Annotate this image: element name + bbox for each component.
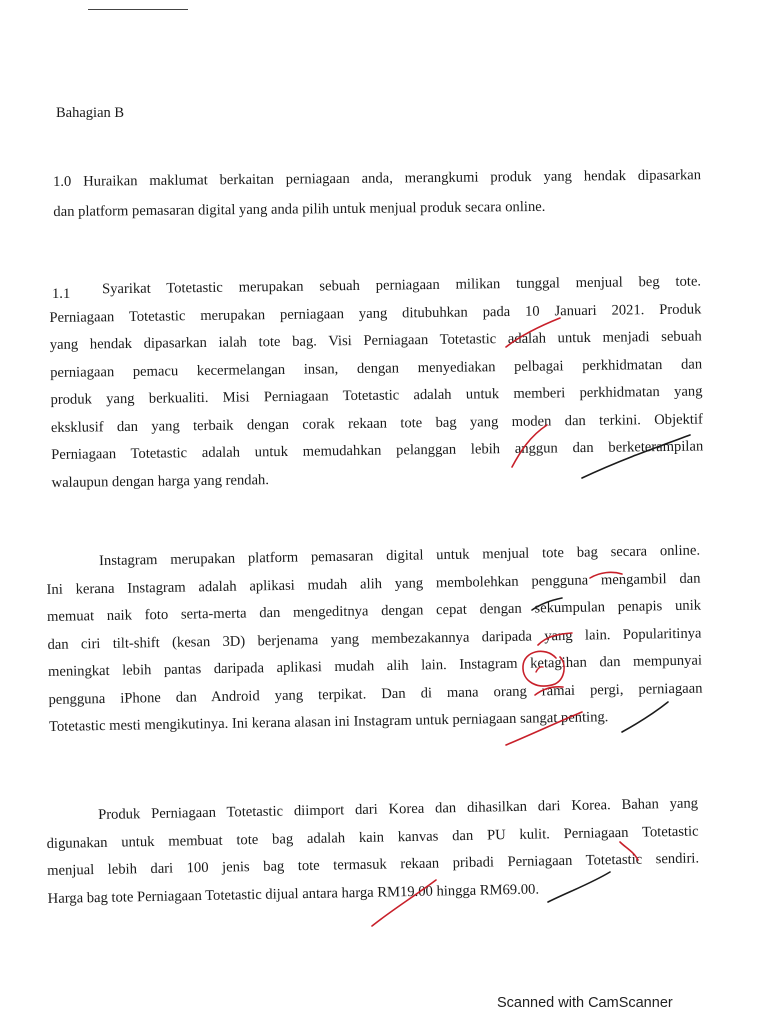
paragraph-products (46, 795, 700, 907)
paragraph-line: digunakan untuk membuat tote bag adalah kain kanvas dan PU kulit. Perniagaan Totetastic (46, 823, 699, 852)
paragraph-line: Produk Perniagaan Totetastic diimport dari Korea dan dihasilkan dari Korea. Bahan yang (97, 795, 699, 823)
paragraph-line: walaupun dengan harga yang rendah. (51, 472, 270, 491)
paragraph-line: Instagram merupakan platform pemasaran digital untuk menjual tote bag secara online. (98, 542, 701, 570)
paragraph-line: produk yang berkualiti. Misi Perniagaan Totetastic adalah untuk memberi perkhidmatan yang (50, 383, 703, 408)
paragraph-line: eksklusif dan yang terbaik dengan corak rekaan tote bag yang moden dan terkini. Objektif (50, 411, 703, 436)
top-rule (88, 9, 188, 10)
paragraph-line: Totetastic mesti mengikutinya. Ini kerana alasan ini Instagram untuk perniagaan sangat penting. (48, 709, 609, 735)
question-block (52, 167, 702, 220)
paragraph-line: pengguna iPhone dan Android yang terpikat. Dan di mana orang ramai pergi, perniagaan (48, 680, 703, 708)
paragraph-line: Ini kerana Instagram adalah aplikasi mudah alih yang membolehkan pengguna mengambil dan (46, 570, 701, 598)
paragraph-line: Syarikat Totetastic merupakan sebuah perniagaan milikan tunggal menjual beg tote. (101, 273, 702, 298)
paragraph-digital-platform (46, 542, 703, 735)
black-pen-stroke (548, 872, 610, 902)
paragraph-line: dan ciri tilt-shift (kesan 3D) berjenama yang membezakannya daripada yang lain. Popularitinya (47, 625, 702, 653)
section-title: Bahagian B (56, 105, 125, 121)
section-number: 1.1 (52, 286, 71, 302)
paragraph-line: perniagaan pemacu kecermelangan insan, dengan menyediakan pelbagai perkhidmatan dan (50, 356, 703, 381)
paragraph-line: Harga bag tote Perniagaan Totetastic dijual antara harga RM19.00 hingga RM69.00. (47, 881, 540, 907)
paragraph-line: menjual lebih dari 100 jenis bag tote termasuk rekaan pribadi Perniagaan Totetastic sendiri. (47, 850, 700, 879)
black-pen-stroke (622, 702, 668, 732)
question-line: dan platform pemasaran digital yang anda pilih untuk menjual produk secara online. (53, 198, 546, 220)
scanner-watermark: Scanned with CamScanner (497, 995, 673, 1011)
paragraph-line: Perniagaan Totetastic adalah untuk memudahkan pelanggan lebih anggun dan berketerampilan (51, 438, 704, 463)
paragraph-line: memuat naik foto serta-merta dan mengeditnya dengan cepat dengan sekumpulan penapis unik (46, 597, 702, 625)
paragraph-line: yang hendak dipasarkan ialah tote bag. Visi Perniagaan Totetastic adalah untuk menjadi sebuah (49, 328, 702, 353)
paragraph-line: meningkat lebih pantas daripada aplikasi mudah alih lain. Instagram ketagihan dan mempunyai (47, 652, 703, 680)
question-line: 1.0 Huraikan maklumat berkaitan perniagaan anda, merangkumi produk yang hendak dipasarkan (52, 167, 702, 190)
paragraph-line: Perniagaan Totetastic merupakan perniagaan yang ditubuhkan pada 10 Januari 2021. Produk (49, 301, 702, 326)
